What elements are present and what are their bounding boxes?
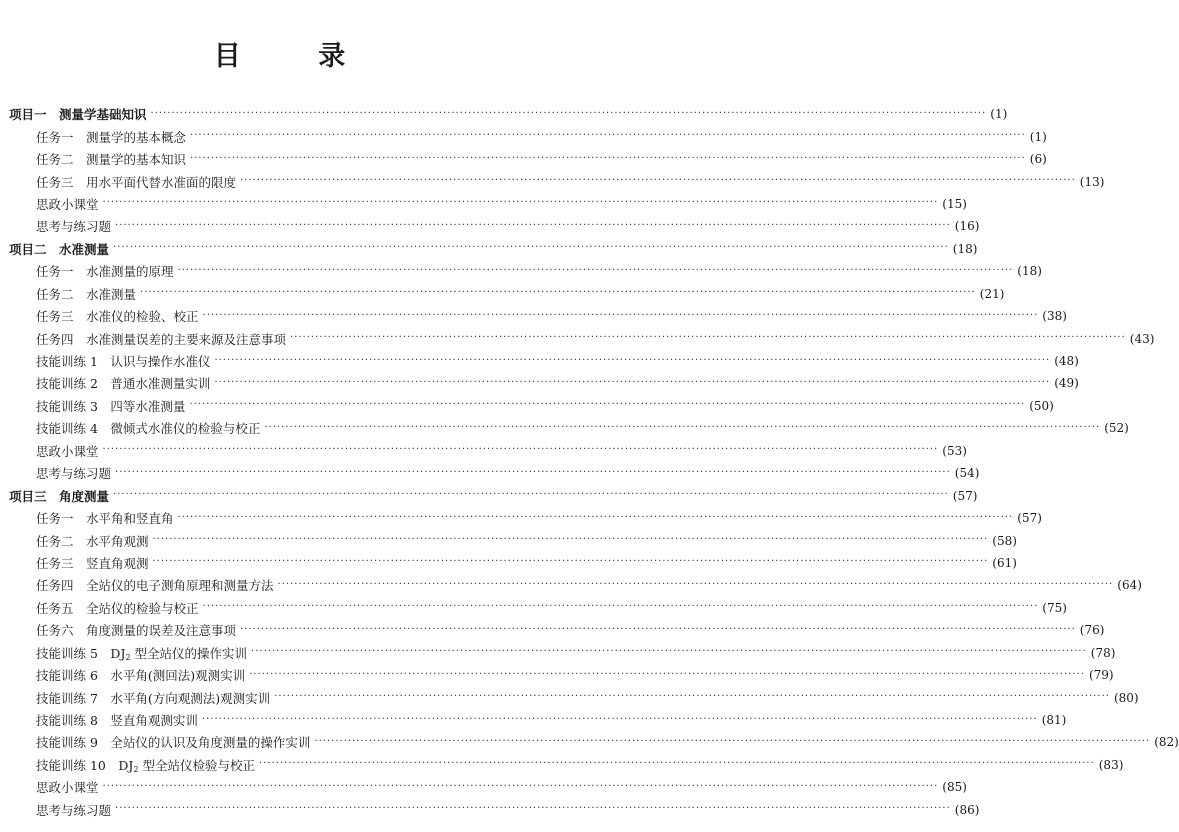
toc-entry-title: 思考与练习题 [36,466,112,482]
toc-entry[interactable] [0,619,1105,641]
toc-page-number: (78) [1090,645,1116,660]
leader-dots: ········································································································································································································ [201,713,1038,725]
toc-page-number: (57) [1017,511,1042,526]
toc-entry[interactable] [0,395,1054,417]
toc-entry[interactable] [0,440,967,462]
toc-entry[interactable] [0,417,1129,439]
leader-dots: ········································································································································································································ [240,623,1076,635]
toc-entry[interactable] [0,799,980,821]
toc-entry-title: 任务四 全站仪的电子测角原理和测量方法 [36,578,274,594]
leader-dots: ········································································································································································································ [150,107,987,119]
toc-entry-title: 思政小课堂 [36,780,99,796]
toc-entry-title: 项目一 测量学基础知识 [9,107,147,123]
toc-entry-title: 技能训练 6 水平角(测回法)观测实训 [36,668,246,684]
page-title: 目 录 [213,41,380,72]
leader-dots: ········································································································································································································ [102,780,939,792]
toc-page-number: (86) [954,802,980,817]
toc-entry[interactable] [0,148,1047,170]
toc-entry-title: 任务一 水平角和竖直角 [36,511,174,527]
leader-dots: ········································································································································································································ [115,466,951,478]
leader-dots: ········································································································································································································ [102,444,939,456]
toc-entry-title: 项目二 水准测量 [9,241,110,257]
toc-entry[interactable] [0,125,1047,147]
toc-entry-title: 任务三 水准仪的检验、校正 [36,309,199,325]
toc-entry[interactable] [0,597,1067,619]
leader-dots: ········································································································································································································ [190,130,1026,142]
leader-dots: ········································································································································································································ [274,691,1110,703]
leader-dots: ········································································································································································································ [177,511,1014,523]
leader-dots: ········································································································································································································ [240,175,1076,187]
toc-entry[interactable] [0,507,1042,529]
toc-project-entry[interactable] [0,238,978,260]
toc-entry-title: 技能训练 7 水平角(方向观测法)观测实训 [36,690,271,706]
toc-entry-title: 任务六 角度测量的误差及注意事项 [36,623,237,639]
toc-entry-title: 思政小课堂 [36,443,99,459]
toc-page-number: (21) [979,286,1005,301]
toc-page-number: (1) [1029,129,1047,144]
leader-dots: ········································································································································································································ [190,152,1026,164]
toc-page-number: (52) [1104,421,1129,436]
toc-entry-title: 任务一 水准测量的原理 [36,264,174,280]
toc-page-number: (61) [992,555,1017,570]
leader-dots: ········································································································································································································ [115,219,951,231]
toc-entry[interactable] [0,776,967,798]
toc-page-number: (81) [1041,713,1067,728]
toc-entry[interactable] [0,193,967,215]
leader-dots: ········································································································································································································ [259,758,1095,770]
toc-page-number: (16) [954,219,980,234]
toc-entry-title: 任务二 水平角观测 [36,533,149,549]
toc-page-number: (53) [942,443,967,458]
toc-page-number: (82) [1154,735,1179,750]
toc-page-number: (75) [1042,600,1067,615]
toc-entry[interactable] [0,305,1067,327]
toc-entry-title: 任务二 测量学的基本知识 [36,152,187,168]
toc-page-number: (85) [942,780,967,795]
toc-project-entry[interactable] [0,103,1008,125]
leader-dots: ········································································································································································································ [140,287,976,299]
toc-page-number: (50) [1029,398,1054,413]
toc-entry-title: 技能训练 5 $DJ_2$ 型全站仪的操作实训 [36,645,248,662]
leader-dots: ········································································································································································································ [189,399,1026,411]
toc-page-number: (6) [1029,152,1047,167]
toc-entry[interactable] [0,283,1005,305]
leader-dots: ········································································································································································································ [277,578,1114,590]
toc-project-entry[interactable] [0,484,978,506]
table-of-contents [0,103,1179,821]
toc-entry[interactable] [0,260,1042,282]
leader-dots: ········································································································································································································ [102,197,939,209]
toc-entry-title: 任务四 水准测量误差的主要来源及注意事项 [36,331,287,347]
toc-entry-title: 技能训练 9 全站仪的认识及角度测量的操作实训 [36,735,311,751]
leader-dots: ········································································································································································································ [177,264,1014,276]
toc-page-number: (64) [1117,578,1142,593]
toc-page-number: (57) [952,488,978,503]
toc-entry[interactable] [0,574,1142,596]
toc-entry-title: 思考与练习题 [36,219,112,235]
toc-entry[interactable] [0,372,1079,394]
toc-entry-title: 技能训练 4 微倾式水准仪的检验与校正 [36,421,261,437]
leader-dots: ········································································································································································································ [152,534,989,546]
toc-entry[interactable] [0,529,1017,551]
toc-page-number: (54) [954,466,980,481]
toc-entry[interactable] [0,170,1105,192]
toc-page-number: (49) [1054,376,1079,391]
toc-entry-title: 项目三 角度测量 [9,488,110,504]
leader-dots: ········································································································································································································ [152,556,989,568]
toc-page-number: (43) [1129,331,1155,346]
toc-page-number: (15) [942,196,967,211]
leader-dots: ········································································································································································································ [251,646,1087,658]
toc-entry[interactable] [0,552,1017,574]
leader-dots: ········································································································································································································ [202,601,1039,613]
toc-entry[interactable] [0,709,1067,731]
toc-entry-title: 技能训练 3 四等水准测量 [36,398,186,414]
toc-page-number: (80) [1113,690,1139,705]
leader-dots: ········································································································································································································ [290,332,1126,344]
toc-page-number: (58) [992,533,1017,548]
toc-page-number: (79) [1088,668,1114,683]
leader-dots: ········································································································································································································ [113,489,949,501]
toc-entry[interactable] [0,731,1179,753]
toc-page-number: (1) [990,107,1008,122]
toc-page-number: (18) [952,241,978,256]
toc-page-number: (18) [1017,264,1042,279]
toc-entry-title: 思考与练习题 [36,802,112,818]
leader-dots: ········································································································································································································ [314,735,1151,747]
leader-dots: ········································································································································································································ [202,309,1039,321]
toc-page-number: (83) [1098,757,1124,772]
toc-entry[interactable] [0,642,1116,664]
toc-entry-title: 任务二 水准测量 [36,286,137,302]
leader-dots: ········································································································································································································ [264,421,1101,433]
toc-entry-title: 任务三 竖直角观测 [36,555,149,571]
toc-entry[interactable] [0,754,1124,776]
toc-entry-title: 任务一 测量学的基本概念 [36,129,187,145]
toc-page-number: (38) [1042,309,1067,324]
toc-entry-title: 技能训练 8 竖直角观测实训 [36,713,198,729]
leader-dots: ········································································································································································································ [115,803,951,815]
leader-dots: ········································································································································································································ [113,242,949,254]
toc-entry-title: 技能训练 2 普通水准测量实训 [36,376,211,392]
toc-entry[interactable] [0,215,980,237]
leader-dots: ········································································································································································································ [214,376,1051,388]
toc-entry[interactable] [0,350,1079,372]
toc-entry-title: 技能训练 10 $DJ_2$ 型全站仪检验与校正 [36,757,255,774]
leader-dots: ········································································································································································································ [249,668,1085,680]
toc-entry-title: 任务三 用水平面代替水准面的限度 [36,174,237,190]
toc-entry[interactable] [0,686,1139,708]
toc-entry[interactable] [0,327,1155,349]
toc-entry-title: 技能训练 1 认识与操作水准仪 [36,354,211,370]
toc-entry-title: 任务五 全站仪的检验与校正 [36,600,199,616]
leader-dots: ········································································································································································································ [214,354,1051,366]
toc-page-number: (48) [1054,354,1079,369]
toc-page-number: (76) [1079,623,1105,638]
toc-entry[interactable] [0,462,980,484]
toc-page-number: (13) [1079,174,1105,189]
toc-entry[interactable] [0,664,1114,686]
toc-entry-title: 思政小课堂 [36,196,99,212]
